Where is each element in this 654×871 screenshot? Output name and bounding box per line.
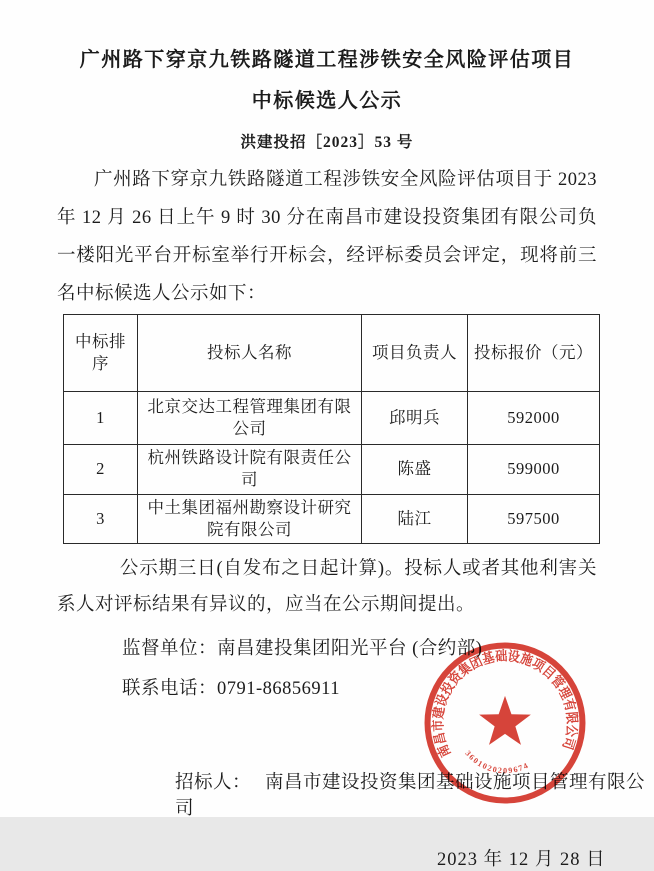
supervisor-line: 监督单位：南昌建投集团阳光平台 (合约部) — [122, 639, 483, 660]
cell-bid-price: 592000 — [468, 392, 600, 445]
cell-rank: 2 — [64, 445, 138, 495]
seal-code-arc-text: 3601020209674 — [463, 748, 531, 776]
cell-bid-price: 597500 — [468, 494, 600, 544]
header-bidder-name: 投标人名称 — [138, 315, 362, 392]
header-bid-price: 投标报价（元） — [468, 315, 600, 392]
document-title-line2: 中标候选人公示 — [251, 90, 403, 112]
seal-star-icon — [479, 696, 531, 745]
bidder-line — [175, 768, 654, 820]
table-row — [64, 445, 600, 495]
intro-paragraph: 广州路下穿京九铁路隧道工程涉铁安全风险评估项目于 2023 年 12 月 26 日上午 9 时 30 分在南昌市建设投资集团有限公司负一楼阳光平台开标室举行开标会，经评标委员会评定，现将前三名中标候选人公示如下： — [57, 170, 597, 304]
document-title-line1: 广州路下穿京九铁路隧道工程涉铁安全风险评估项目 — [79, 49, 575, 71]
header-project-manager: 项目负责人 — [362, 315, 468, 392]
bidder-name: 南昌市建设投资集团基础设施项目管理有限公司 — [175, 773, 646, 820]
cell-bidder-name: 中土集团福州勘察设计研究院有限公司 — [138, 494, 362, 544]
bid-candidates-table — [63, 314, 600, 544]
svg-text:南昌市建设投资集团基础设施项目管理有限公司 — [429, 647, 579, 760]
header-rank: 中标排序 — [64, 315, 138, 392]
cell-project-manager: 邱明兵 — [362, 392, 468, 445]
document-number: 洪建投招［2023］53 号 — [240, 134, 414, 151]
bidder-label: 招标人： — [175, 773, 252, 794]
cell-rank: 3 — [64, 494, 138, 544]
cell-bidder-name: 北京交达工程管理集团有限公司 — [138, 392, 362, 445]
document-date: 2023 年 12 月 28 日 — [437, 850, 606, 871]
contact-phone-line: 联系电话：0791-86856911 — [122, 679, 340, 700]
cell-project-manager: 陈盛 — [362, 445, 468, 495]
table-row — [64, 494, 600, 544]
seal-company-arc-text: 南昌市建设投资集团基础设施项目管理有限公司 — [430, 648, 580, 760]
table-row — [64, 392, 600, 445]
cell-bid-price: 599000 — [468, 445, 600, 495]
publicity-notice-paragraph: 公示期三日(自发布之日起计算)。投标人或者其他利害关系人对评标结果有异议的，应当在公示期间提出。 — [57, 559, 597, 616]
table-header-row — [64, 315, 600, 392]
cell-rank: 1 — [64, 392, 138, 445]
cell-bidder-name: 杭州铁路设计院有限责任公司 — [138, 445, 362, 495]
cell-project-manager: 陆江 — [362, 494, 468, 544]
